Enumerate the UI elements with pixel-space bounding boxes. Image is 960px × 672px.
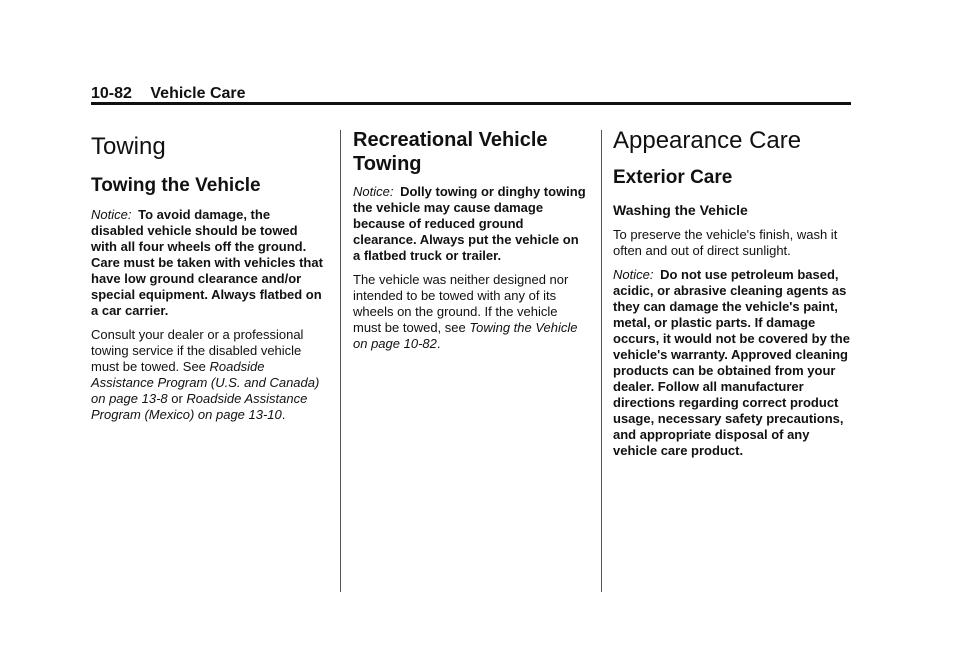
heading-towing: Towing: [91, 133, 166, 160]
column-2: [353, 124, 589, 352]
body-paragraph: [91, 327, 323, 423]
notice-label: Notice:: [91, 207, 132, 222]
header-rule: [91, 102, 851, 105]
body-paragraph: To preserve the vehicle's finish, wash it often and out of direct sunlight.: [613, 227, 838, 258]
notice-paragraph: [91, 207, 323, 319]
cross-reference-link[interactable]: Towing the Vehicle on page 10-82: [353, 320, 578, 351]
heading-towing-the-vehicle: Towing the Vehicle: [91, 175, 261, 196]
cross-reference-link[interactable]: Roadside Assistance Program (U.S. and Canada) on page 13-8: [91, 359, 320, 406]
body-text: or: [167, 391, 187, 406]
column-divider: [340, 130, 341, 592]
body-text: The vehicle was neither designed nor intended to be towed with any of its wheels on the ground. If the vehicle must be towed, see: [353, 272, 569, 335]
body-text: Consult your dealer or a professional towing service if the disabled vehicle must be towed. See: [91, 327, 304, 374]
heading-recreational-vehicle-towing: Recreational Vehicle Towing: [353, 129, 548, 175]
column-divider: [601, 130, 602, 592]
body-paragraph: [353, 272, 589, 352]
heading-exterior-care: Exterior Care: [613, 167, 733, 188]
cross-reference-link[interactable]: Roadside Assistance Program (Mexico) on page 13-10: [91, 391, 308, 422]
heading-appearance-care: Appearance Care: [613, 127, 802, 154]
notice-label: Notice:: [613, 267, 654, 282]
body-text: .: [281, 407, 286, 422]
body-text: .: [436, 336, 441, 351]
notice-paragraph: [353, 184, 589, 264]
notice-text: To avoid damage, the disabled vehicle should be towed with all four wheels off the ground. Care must be taken with vehicles that have low ground clearance and/or special equipment. Always flatbed on a car carrier.: [91, 207, 323, 318]
notice-label: Notice:: [353, 184, 394, 199]
heading-washing-the-vehicle: Washing the Vehicle: [613, 202, 748, 218]
page-number: 10-82: [91, 85, 132, 102]
section-title: Vehicle Care: [150, 85, 246, 102]
column-3: [613, 124, 853, 459]
notice-text: Dolly towing or dinghy towing the vehicle may cause damage because of reduced ground clearance. Always put the vehicle on a flatbed truck or trailer.: [353, 184, 586, 263]
notice-paragraph: [613, 267, 853, 459]
column-1: [91, 124, 323, 423]
notice-text: Do not use petroleum based, acidic, or abrasive cleaning agents as they can damage the vehicle's paint, metal, or plastic parts. If damage occurs, it would not be covered by the vehicle's warranty. Approved cleaning products can be obtained from your dealer. Follow all manufacturer directions regarding correct product usage, necessary safety precautions, and appropriate disposal of any vehicle care product.: [613, 267, 850, 458]
